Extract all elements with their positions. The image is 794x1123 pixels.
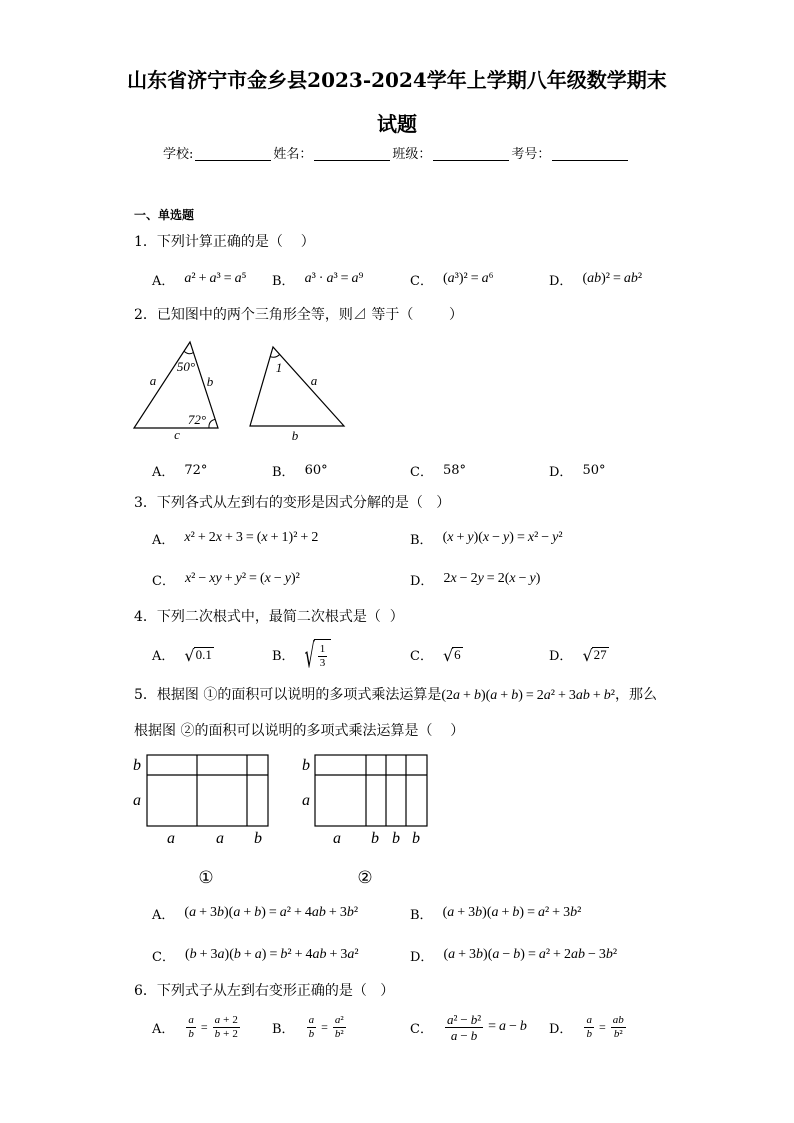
rhs-fraction [333,1014,346,1041]
school-blank [195,146,271,161]
option-label: C． [410,464,433,480]
q1-option-a [152,267,247,291]
option-label: C． [410,1021,433,1037]
student-info-row [163,146,630,163]
name-blank [314,146,390,161]
option-label: A． [152,273,175,289]
triangle-left-apex-angle-label: 50° [176,359,196,374]
q2-option-c [410,458,466,482]
numerator: a² − b² [446,1011,482,1027]
q3-option-d [410,567,540,591]
option-label: A． [152,1021,175,1037]
q1-option-c [410,267,494,291]
q3-option-c [152,567,300,591]
figure-1-side-label-b: b [133,757,141,774]
denominator: b [308,1027,315,1040]
radical-expression [442,645,463,665]
radicand: 0.1 [195,646,212,662]
rhs-fraction [611,1014,626,1041]
triangle-left-side-b-label: b [206,374,214,389]
numerator: ab [612,1013,624,1026]
denominator: b² [334,1027,344,1040]
figure-2-side-label-a: a [302,792,310,809]
triangle-left-base-angle-label: 72° [187,412,207,427]
option-expression: (a + 3b)(a − b) = a² + 2ab − 3b² [443,947,618,962]
option-label: A． [152,532,175,548]
option-expression: (ab)² = ab² [582,271,643,286]
numerator: a [586,1013,592,1026]
option-expression: (a + 3b)(a + b) = a² + 3b² [442,905,582,920]
option-label: B． [410,907,433,923]
option-label: A． [152,907,175,923]
q6-option-a [152,1007,242,1047]
radicand: 6 [454,646,461,662]
figure-2-bottom-label: a [333,830,341,847]
option-label: C． [410,648,433,664]
q6-stem: 6．下列式子从左到右变形正确的是（ ） [134,983,395,999]
triangle-right-apex-arc [270,354,280,357]
option-value: 60° [304,462,328,478]
radical-expression [184,645,213,665]
figure-1-bottom-label: a [167,830,175,847]
q2-option-a [152,458,207,482]
radical-expression [304,634,332,675]
option-label: D． [549,648,573,664]
radical-sign: √ [304,634,315,675]
area-figure-1 [133,755,268,888]
radical-expression [582,645,608,665]
q5-option-c [152,943,359,967]
option-label: A． [152,648,175,664]
q6-option-b [272,1007,348,1047]
rhs-fraction [213,1014,240,1041]
denominator: b [188,1027,194,1040]
numerator: 1 [319,642,326,655]
option-expression: a² + a³ = a⁵ [184,271,247,286]
option-expression: a³ · a³ = a⁹ [304,271,364,286]
q2-stem: 2．已知图中的两个三角形全等，则⊿ 等于（ ） [134,307,463,323]
triangle-left-base-arc [209,419,215,428]
option-expression: (b + 3a)(b + a) = b² + 4ab + 3a² [184,947,359,962]
class-blank [433,146,509,161]
q3-stem: 3．下列各式从左到右的变形是因式分解的是（ ） [134,495,451,511]
radicand [314,639,332,670]
triangle-right-side-a-label: a [310,373,318,388]
q5-stem-expression: (2a + b)(a + b) = 2a² + 3ab + b² [441,688,615,703]
option-label: D． [410,949,434,965]
option-expression: x² − xy + y² = (x − y)² [184,571,300,586]
class-label: 班级： [392,147,432,162]
option-label: B． [272,648,295,664]
figure-2-bottom-label: b [412,830,420,847]
numerator: a² [334,1013,344,1026]
option-expression: x² + 2x + 3 = (x + 1)² + 2 [184,530,319,545]
numerator: a [308,1013,315,1026]
q5-option-d [410,943,617,967]
numerator: a [188,1013,194,1026]
radical-sign: √ [184,645,195,665]
exam-title-line-1: 山东省济宁市金乡县2023-2024学年上学期八年级数学期末 [127,68,667,92]
figure-2-caption: ② [357,868,373,888]
q6-option-d [549,1007,628,1047]
equals-sign: = [321,1019,328,1034]
denominator: 3 [319,656,326,669]
q5-stem-suffix: ，那么 [614,687,657,703]
option-label: B． [272,273,295,289]
q4-option-d [549,634,609,674]
denominator: b + 2 [214,1027,238,1040]
school-label: 学校: [163,147,194,162]
radicand: 27 [593,646,607,662]
equals-sign: = [200,1019,208,1034]
option-value: 50° [582,462,606,478]
figure-2-bottom-label: b [371,830,379,847]
lhs-fraction [307,1014,317,1041]
denominator: b [586,1027,592,1040]
q2-option-d [549,458,605,482]
figure-1-outer-rect [147,755,268,826]
exam-number-blank [552,146,628,161]
triangle-right-angle-1-label: 1 [275,360,283,375]
q5-stem-prefix: 5．根据图 ①的面积可以说明的多项式乘法运算是 [134,687,442,703]
numerator: a + 2 [214,1013,238,1026]
figure-2-side-label-b: b [302,757,310,774]
radical-sign: √ [582,645,593,665]
option-label: B． [410,532,433,548]
q4-option-b [272,634,331,674]
lhs-fraction [584,1014,594,1041]
option-label: D． [410,573,434,589]
triangle-left-apex-arc [184,351,193,354]
q4-stem: 4．下列二次根式中，最简二次根式是（ ） [134,609,404,625]
lhs-fraction [445,1012,483,1043]
option-label: C． [152,573,175,589]
figure-2-bottom-label: b [392,830,400,847]
q5-stem-line-2: 根据图 ②的面积可以说明的多项式乘法运算是（ ） [134,723,465,739]
q3-option-a [152,526,318,550]
triangle-right [250,347,344,426]
option-label: D． [549,273,573,289]
option-label: C． [410,273,433,289]
figure-1-bottom-label: a [216,830,224,847]
q1-option-b [272,267,363,291]
q4-option-c [410,634,463,674]
option-label: C． [152,949,175,965]
triangle-left-side-a-label: a [149,373,157,388]
q2-triangles-figure [120,335,360,447]
radical-sign: √ [442,645,454,665]
lhs-fraction [186,1014,196,1041]
option-expression: (a + 3b)(a + b) = a² + 4ab + 3b² [184,905,359,920]
option-label: D． [549,464,573,480]
option-label: B． [272,464,295,480]
exam-number-label: 考号： [511,147,551,162]
name-label: 姓名： [273,147,313,162]
q4-option-a [152,634,214,674]
figure-1-side-label-a: a [133,792,141,809]
q5-area-figures [125,745,445,890]
q1-stem: 1．下列计算正确的是（ ） [134,234,315,250]
option-expression: (x + y)(x − y) = x² − y² [442,530,563,545]
area-figure-2 [302,755,427,888]
rhs-expression: = a − b [488,1019,527,1034]
section-title: 一、单选题 [134,208,195,222]
exam-title-line-2: 试题 [377,112,417,136]
denominator: a − b [450,1027,478,1043]
option-label: D． [549,1021,573,1037]
figure-2-outer-rect [315,755,427,826]
q6-option-c [410,1007,527,1047]
option-value: 58° [442,462,466,478]
equals-sign: = [598,1019,606,1034]
q2-option-b [272,458,328,482]
figure-1-bottom-label: b [254,830,262,847]
q5-option-b [410,901,581,925]
figure-1-caption: ① [198,868,214,888]
denominator: b² [613,1027,623,1040]
q5-stem-line-1 [134,686,657,705]
triangle-right-side-b-label: b [291,428,299,443]
option-label: B． [272,1021,295,1037]
q5-option-a [152,901,358,925]
option-expression: 2x − 2y = 2(x − y) [443,571,541,586]
triangle-left-side-c-label: c [174,427,180,442]
q3-option-b [410,526,563,550]
option-label: A． [152,464,175,480]
option-value: 72° [184,462,208,478]
option-expression: (a³)² = a⁶ [442,271,494,286]
q1-option-d [549,267,642,291]
radicand-fraction [318,643,328,670]
